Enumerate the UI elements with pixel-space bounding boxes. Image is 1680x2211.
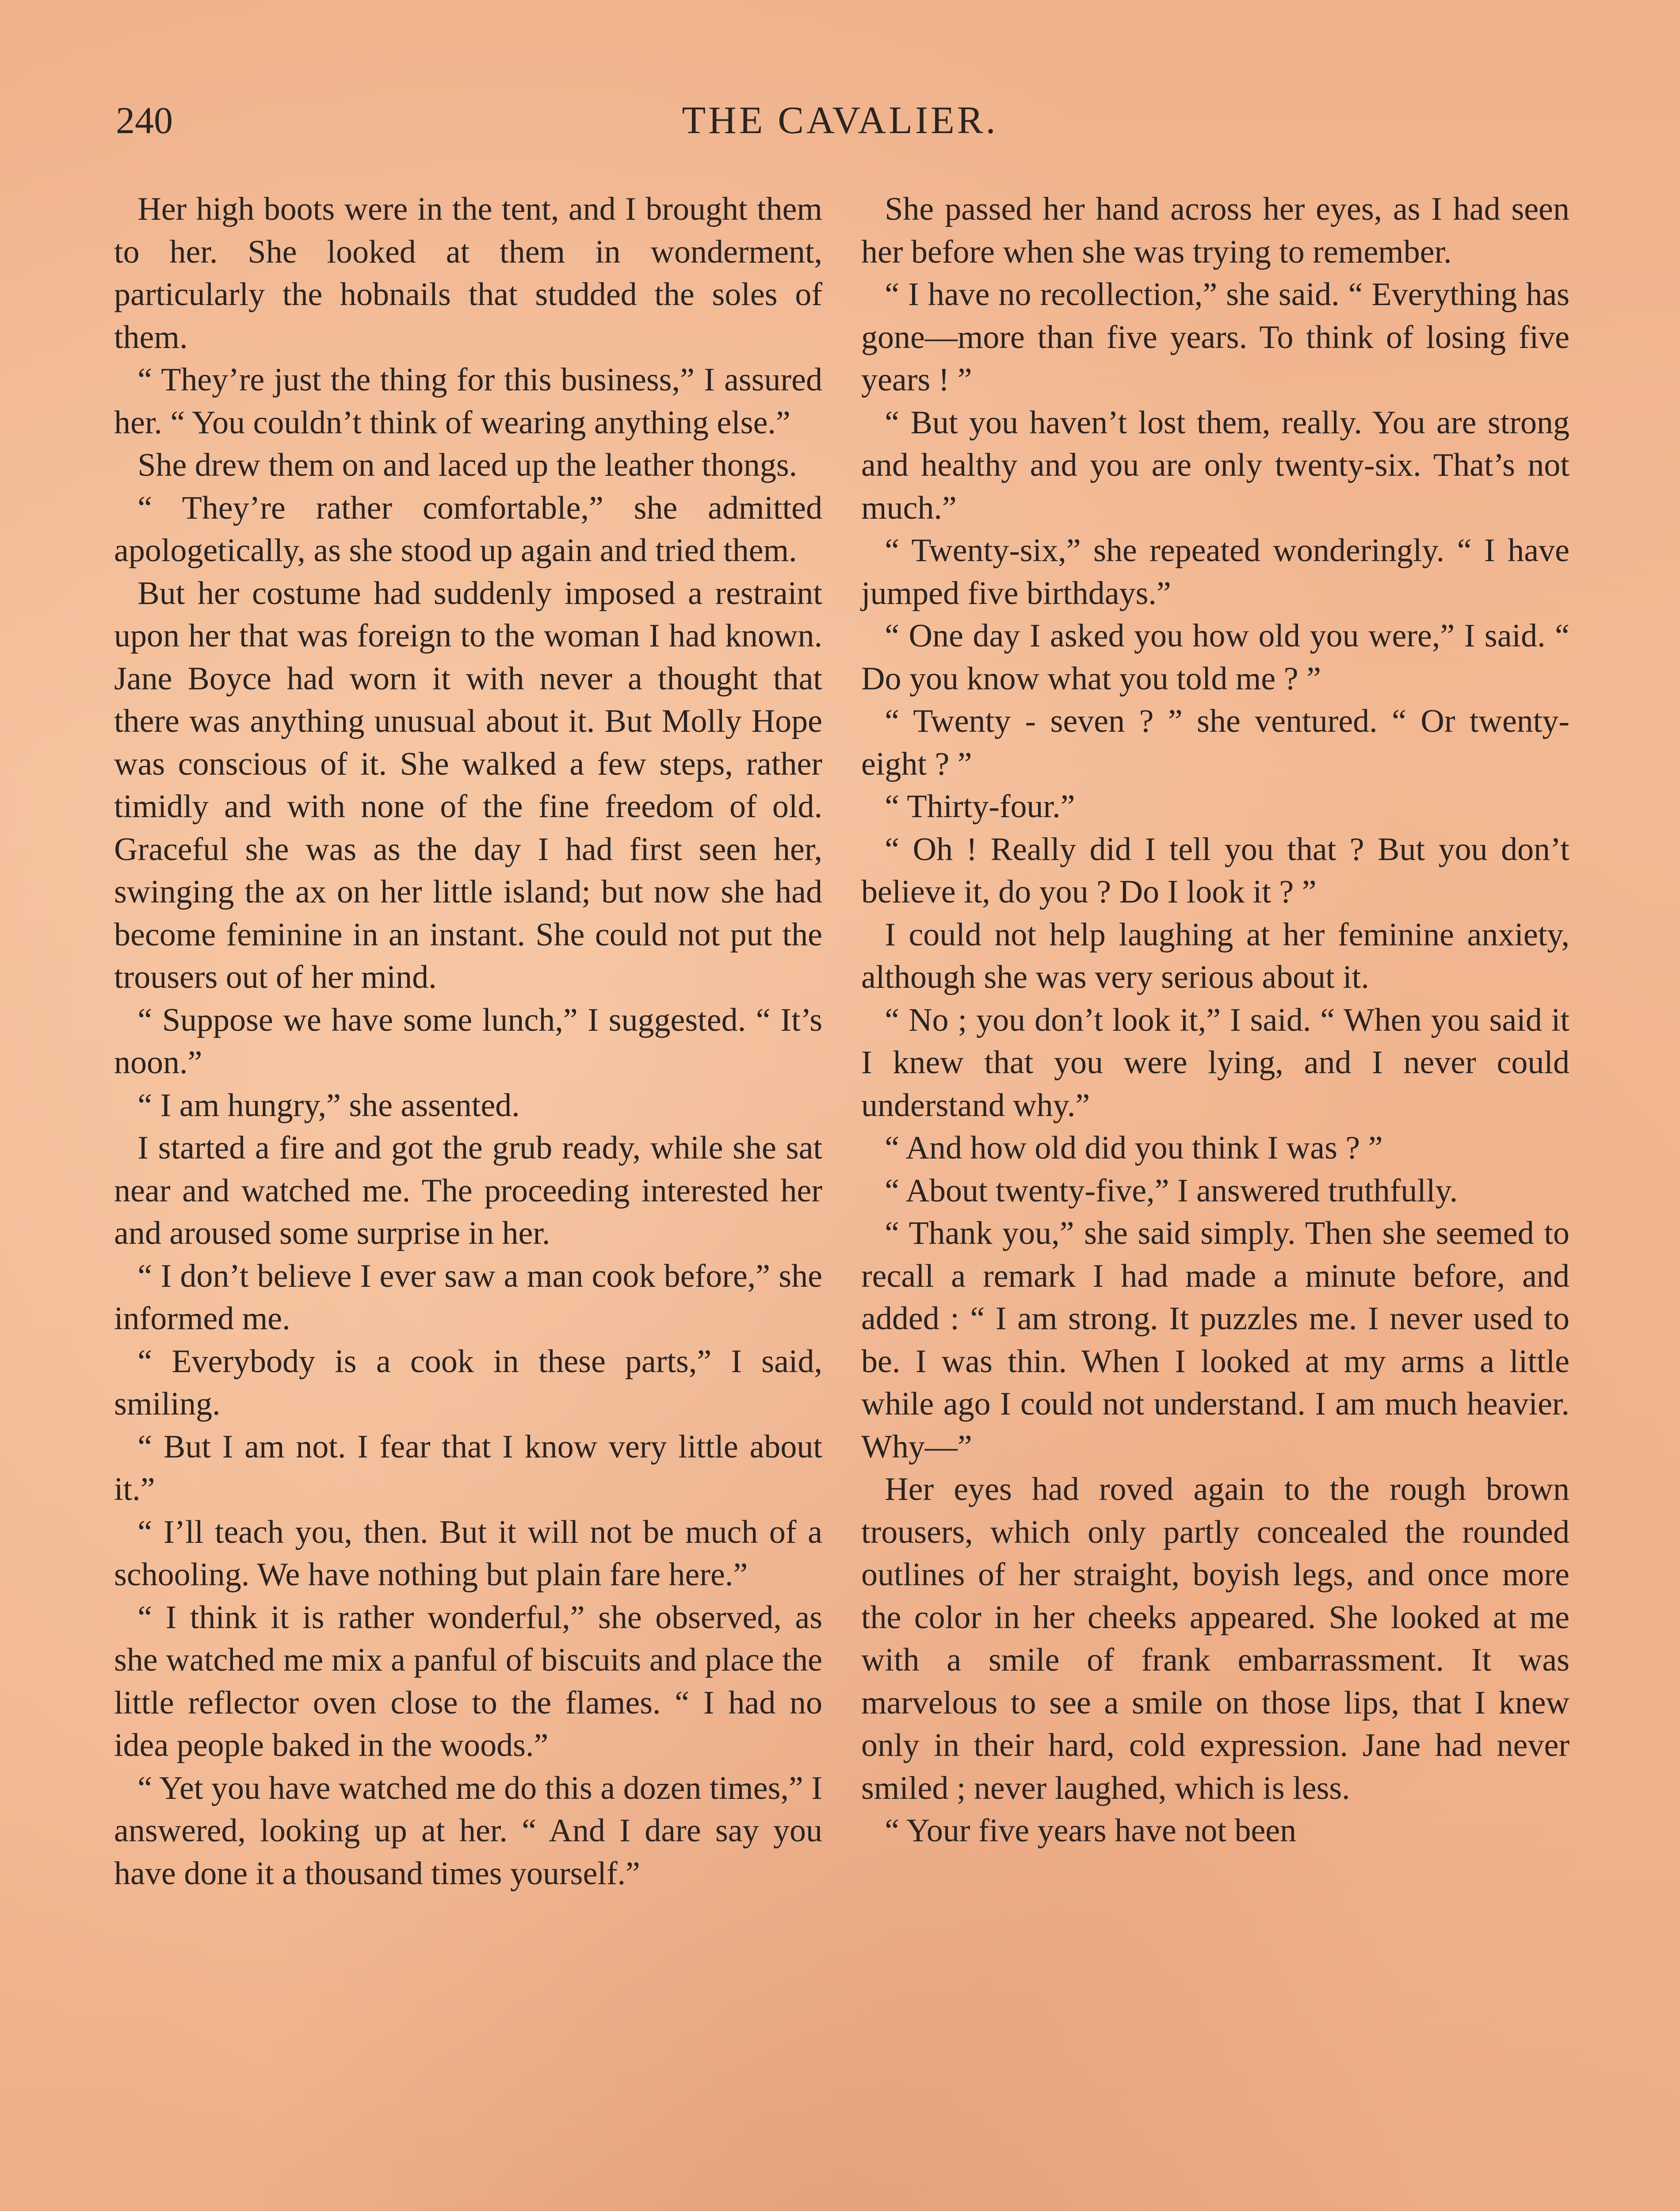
paragraph: “ But I am not. I fear that I know very little about it.” [114,1428,822,1507]
left-column [114,188,822,1895]
paragraph: “ Suppose we have some lunch,” I suggested. “ It’s noon.” [114,1002,822,1081]
page-number: 240 [116,99,173,142]
paragraph: “ But you haven’t lost them, really. You are strong and healthy and you are only twenty-six. That’s not much.” [861,404,1569,526]
paragraph: “ I don’t believe I ever saw a man cook before,” she informed me. [114,1258,822,1337]
paragraph: “ I have no recollection,” she said. “ Everything has gone—more than five years. To think of losing five years ! ” [861,276,1569,398]
paragraph: She passed her hand across her eyes, as I had seen her before when she was trying to remember. [861,191,1569,270]
paragraph: Her eyes had roved again to the rough brown trousers, which only partly concealed the rounded outlines of her straight, boyish legs, and once more the color in her cheeks appeared. She looked at me with a smile of frank embarrassment. It was marvelous to see a smile on those lips, that I knew only in their hard, cold expression. Jane had never smiled ; never laughed, which is less. [861,1471,1569,1806]
paragraph: “ Thirty-four.” [885,788,1075,825]
paragraph: “ They’re just the thing for this business,” I assured her. “ You couldn’t think of wearing anything else.” [114,362,822,441]
paragraph: “ Everybody is a cook in these parts,” I said, smiling. [114,1343,822,1422]
paragraph: “ Your five years have not been [885,1813,1297,1849]
paragraph: “ I think it is rather wonderful,” she observed, as she watched me mix a panful of biscuits and place the little reflector oven close to the flames. “ I had no idea people baked in the woods.” [114,1599,822,1763]
paragraph: Her high boots were in the tent, and I brought them to her. She looked at them in wonderment, particularly the hobnails that studded the soles of them. [114,191,822,356]
paragraph: “ And how old did you think I was ? ” [885,1130,1383,1166]
paragraph: “ Twenty - seven ? ” she ventured. “ Or twenty-eight ? ” [861,703,1569,782]
paragraph: “ I am hungry,” she assented. [137,1087,520,1124]
right-column [861,188,1569,1852]
paragraph: I could not help laughing at her feminine anxiety, although she was very serious about it. [861,916,1569,995]
running-head: THE CAVALIER. [682,99,998,142]
paragraph: “ Thank you,” she said simply. Then she seemed to recall a remark I had made a minute before, and added : “ I am strong. It puzzles me. I never used to be. I was thin. When I looked at my arms a little while ago I could not understand. I am much heavier. Why—” [861,1215,1569,1465]
paragraph: “ No ; you don’t look it,” I said. “ When you said it I knew that you were lying, and I never could understand why.” [861,1002,1569,1124]
paragraph: “ They’re rather comfortable,” she admitted apologetically, as she stood up again and tried them. [114,490,822,569]
paragraph: “ Twenty-six,” she repeated wonderingly. “ I have jumped five birthdays.” [861,532,1569,612]
paragraph: “ Yet you have watched me do this a dozen times,” I answered, looking up at her. “ And I dare say you have done it a thousand times yourself.” [114,1770,822,1892]
paragraph: But her costume had suddenly imposed a restraint upon her that was foreign to the woman I had known. Jane Boyce had worn it with never a thought that there was anything unusual about it. But Molly Hope was conscious of it. She walked a few steps, rather timidly and with none of the fine freedom of old. Graceful she was as the day I had first seen her, swinging the ax on her little island; but now she had become feminine in an instant. She could not put the trousers out of her mind. [114,575,822,995]
paragraph: She drew them on and laced up the leather thongs. [137,447,798,483]
paragraph: “ One day I asked you how old you were,” I said. “ Do you know what you told me ? ” [861,618,1569,697]
paragraph: “ I’ll teach you, then. But it will not be much of a schooling. We have nothing but plain fare here.” [114,1514,822,1593]
paragraph: “ About twenty-five,” I answered truthfully. [885,1172,1458,1209]
paragraph: I started a fire and got the grub ready, while she sat near and watched me. The proceeding interested her and aroused some surprise in her. [114,1130,822,1251]
paragraph: “ Oh ! Really did I tell you that ? But you don’t believe it, do you ? Do I look it ? ” [861,831,1569,910]
